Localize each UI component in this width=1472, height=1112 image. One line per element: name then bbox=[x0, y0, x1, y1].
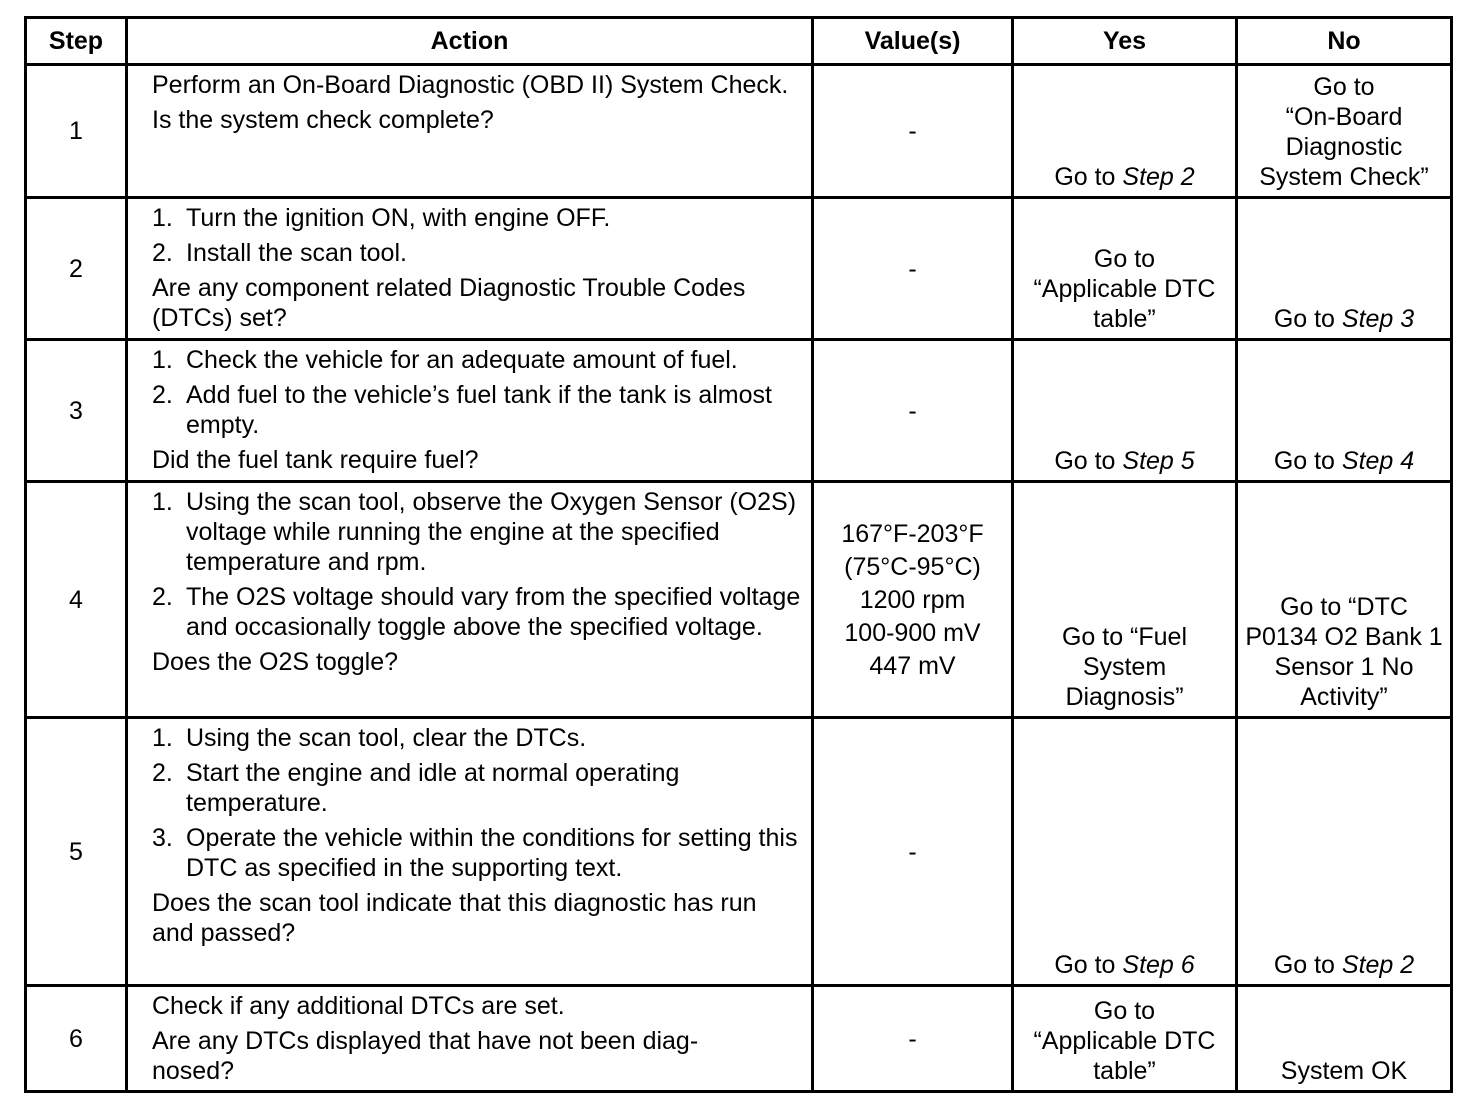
action-cell bbox=[127, 65, 813, 198]
value-voltage-range: 100-900 mV bbox=[844, 618, 981, 647]
header-action: Action bbox=[127, 18, 813, 65]
no-cell: Go to “On-Board Diagnostic System Check” bbox=[1237, 65, 1452, 198]
action-item: 2. Install the scan tool. bbox=[152, 239, 407, 267]
header-step: Step bbox=[26, 18, 127, 65]
diagnostic-table bbox=[24, 16, 1453, 1093]
action-item: 1. Using the scan tool, observe the Oxygen Sensor (O2S) voltage while running the engine at the specified temperature and rpm. bbox=[152, 488, 797, 576]
no-cell: System OK bbox=[1237, 986, 1452, 1092]
value-cell: - bbox=[813, 340, 1013, 482]
action-text: Perform an On-Board Diagnostic (OBD II) System Check. bbox=[152, 71, 789, 99]
yes-cell: Go to Step 5 bbox=[1013, 340, 1237, 482]
value-temperature-c: (75°C-95°C) bbox=[844, 552, 981, 581]
value-cell: - bbox=[813, 718, 1013, 986]
yes-cell: Go to “Applicable DTC table” bbox=[1013, 986, 1237, 1092]
action-question: Are any DTCs displayed that have not been diag-nosed? bbox=[152, 1027, 699, 1085]
action-cell bbox=[127, 340, 813, 482]
action-item: 1. Using the scan tool, clear the DTCs. bbox=[152, 724, 587, 752]
yes-cell: Go to “Applicable DTC table” bbox=[1013, 198, 1237, 340]
step-reference: Step 2 bbox=[1122, 163, 1195, 191]
step-number: 4 bbox=[26, 482, 127, 718]
header-values: Value(s) bbox=[813, 18, 1013, 65]
value-cell bbox=[813, 482, 1013, 718]
table-row bbox=[26, 986, 1452, 1092]
step-reference: Step 6 bbox=[1122, 951, 1195, 979]
table-row bbox=[26, 198, 1452, 340]
step-number: 3 bbox=[26, 340, 127, 482]
yes-cell: Go to Step 2 bbox=[1013, 65, 1237, 198]
header-yes: Yes bbox=[1013, 18, 1237, 65]
step-reference: Step 5 bbox=[1122, 447, 1195, 475]
table-row bbox=[26, 340, 1452, 482]
no-cell: Go to Step 2 bbox=[1237, 718, 1452, 986]
table-row bbox=[26, 482, 1452, 718]
step-number: 2 bbox=[26, 198, 127, 340]
action-item: 1. Check the vehicle for an adequate amount of fuel. bbox=[152, 346, 738, 374]
value-rpm: 1200 rpm bbox=[859, 585, 966, 614]
action-question: Is the system check complete? bbox=[152, 106, 494, 134]
action-cell bbox=[127, 482, 813, 718]
step-number: 5 bbox=[26, 718, 127, 986]
table-row bbox=[26, 718, 1452, 986]
action-item: 2. The O2S voltage should vary from the specified voltage and occasionally toggle above the specified voltage. bbox=[152, 583, 801, 641]
table-row bbox=[26, 65, 1452, 198]
action-cell bbox=[127, 986, 813, 1092]
value-cell: - bbox=[813, 65, 1013, 198]
yes-cell: Go to Step 6 bbox=[1013, 718, 1237, 986]
step-number: 6 bbox=[26, 986, 127, 1092]
action-question: Does the scan tool indicate that this diagnostic has run and passed? bbox=[152, 889, 757, 947]
step-number: 1 bbox=[26, 65, 127, 198]
no-cell: Go to Step 3 bbox=[1237, 198, 1452, 340]
action-question: Does the O2S toggle? bbox=[152, 648, 398, 676]
value-cell: - bbox=[813, 986, 1013, 1092]
action-question: Are any component related Diagnostic Trouble Codes (DTCs) set? bbox=[152, 274, 746, 332]
yes-cell: Go to “Fuel System Diagnosis” bbox=[1013, 482, 1237, 718]
value-cell: - bbox=[813, 198, 1013, 340]
value-temperature-f: 167°F-203°F bbox=[841, 519, 984, 548]
action-item: 2. Add fuel to the vehicle’s fuel tank if the tank is almost empty. bbox=[152, 381, 772, 439]
step-reference: Step 3 bbox=[1341, 305, 1415, 333]
no-cell: Go to “DTC P0134 O2 Bank 1 Sensor 1 No Activity” bbox=[1237, 482, 1452, 718]
action-item: 3. Operate the vehicle within the conditions for setting this DTC as specified in the supporting text. bbox=[152, 824, 798, 882]
value-voltage: 447 mV bbox=[869, 651, 956, 680]
action-cell bbox=[127, 198, 813, 340]
action-question: Did the fuel tank require fuel? bbox=[152, 446, 479, 474]
action-item: 1. Turn the ignition ON, with engine OFF. bbox=[152, 204, 611, 232]
action-cell bbox=[127, 718, 813, 986]
step-reference: Step 4 bbox=[1341, 447, 1415, 475]
no-cell: Go to Step 4 bbox=[1237, 340, 1452, 482]
action-text: Check if any additional DTCs are set. bbox=[152, 992, 565, 1020]
action-item: 2. Start the engine and idle at normal operating temperature. bbox=[152, 759, 680, 817]
step-reference: Step 2 bbox=[1341, 951, 1415, 979]
header-no: No bbox=[1237, 18, 1452, 65]
header-row bbox=[26, 18, 1452, 65]
